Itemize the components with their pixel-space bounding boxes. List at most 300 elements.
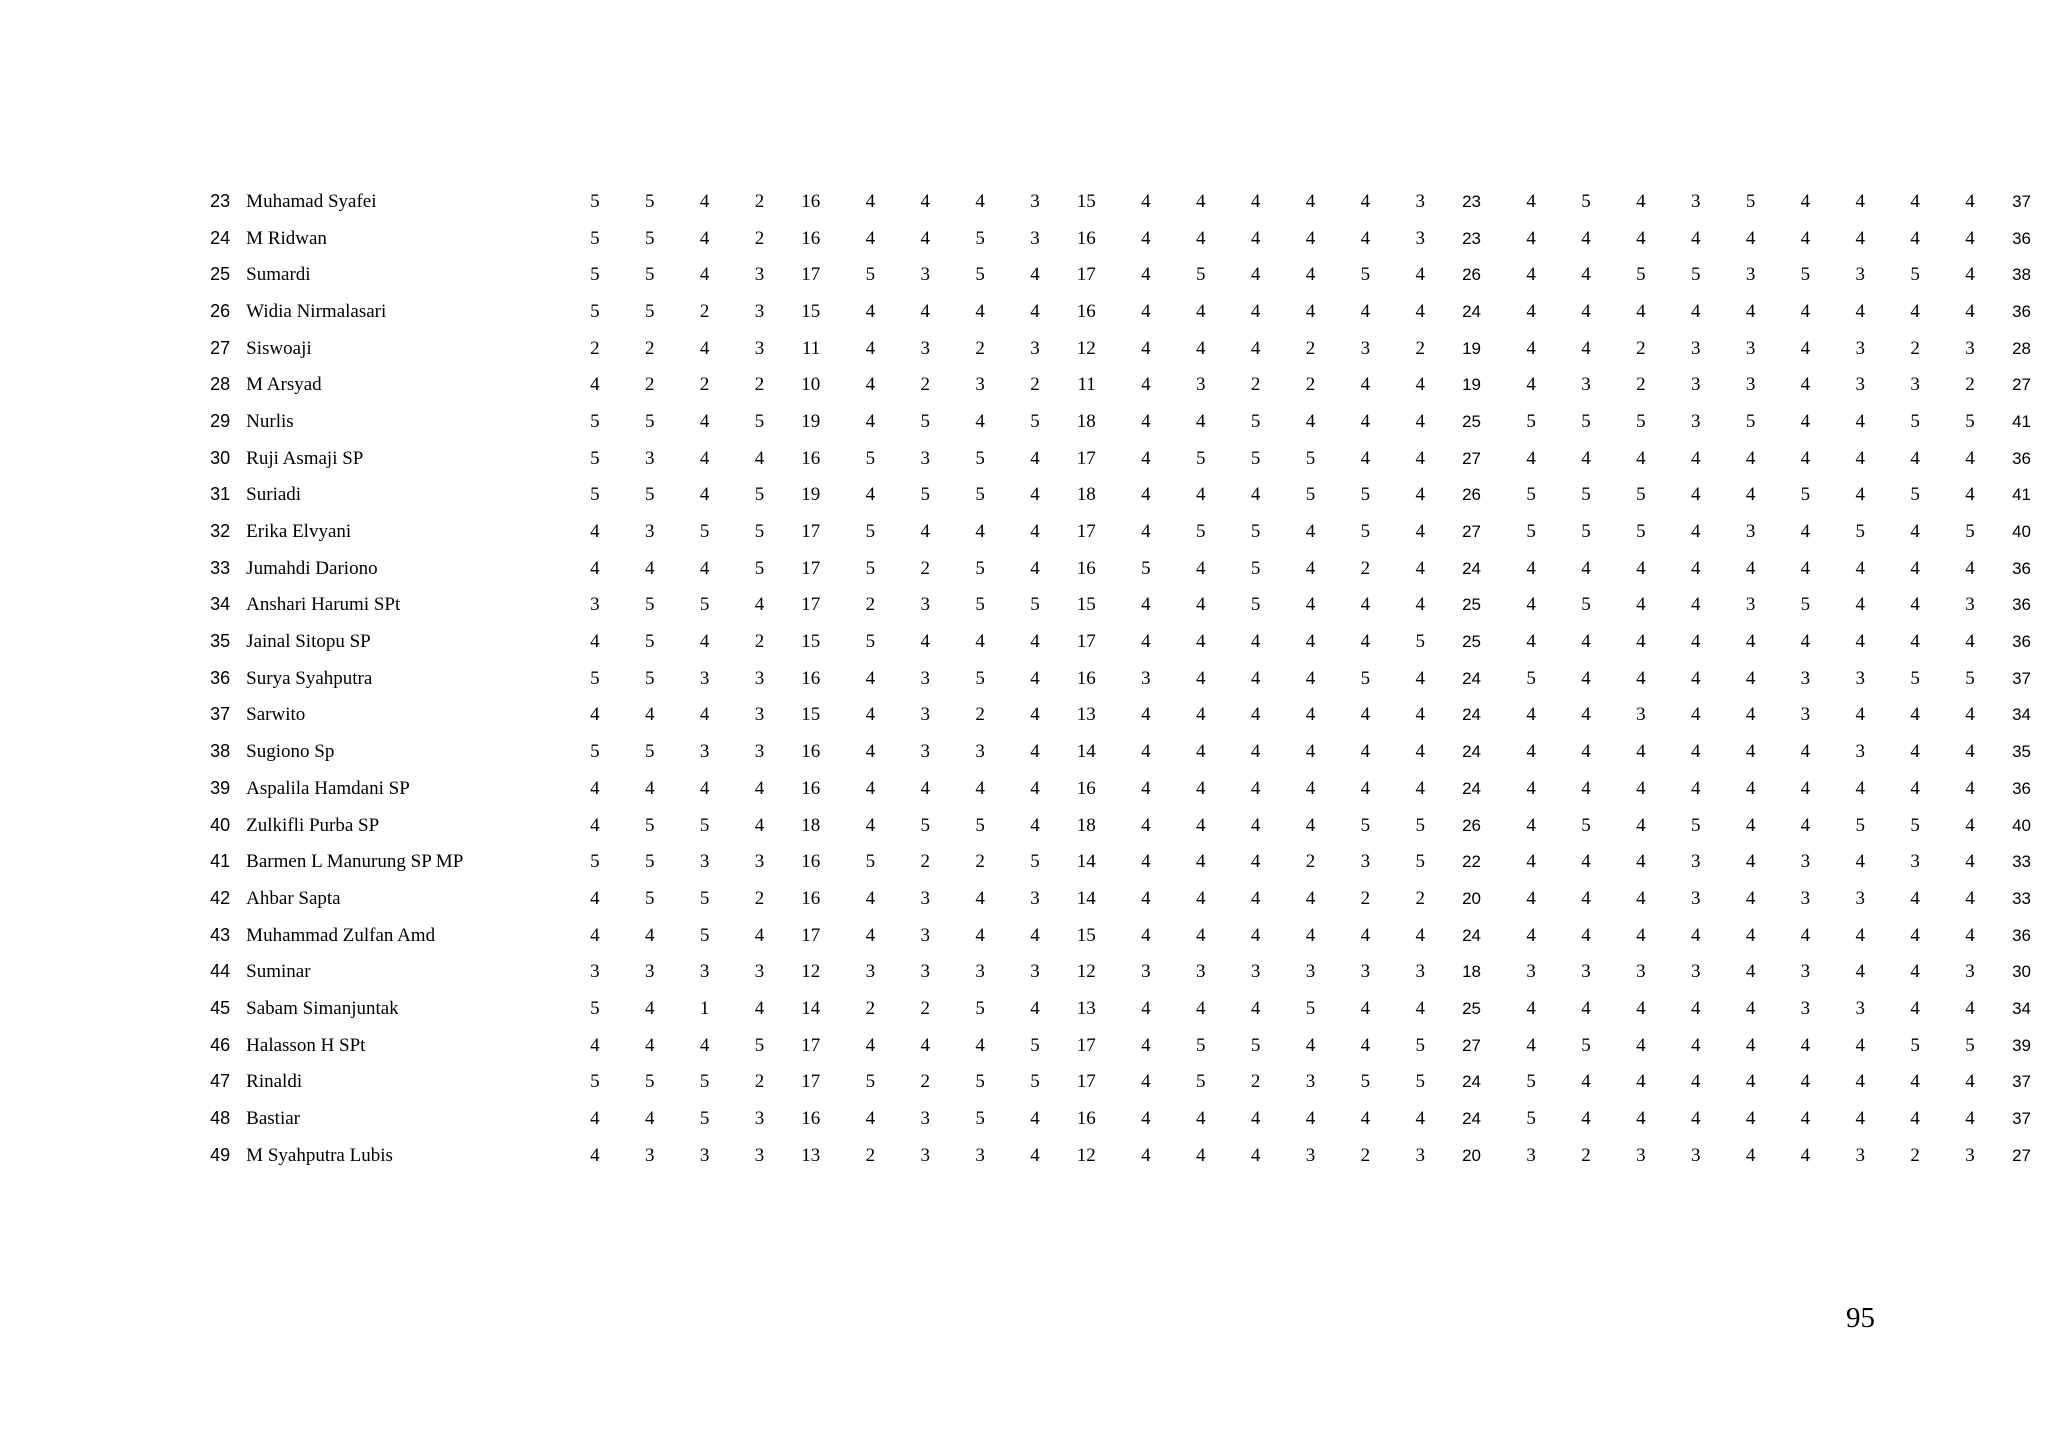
score-cell: 4 — [1745, 447, 1756, 469]
score-cell: 4 — [1636, 851, 1646, 873]
score-cell: 3 — [1965, 961, 1975, 983]
subtotal-cell: 16 — [801, 227, 821, 249]
score-cell: 3 — [754, 851, 765, 873]
subtotal-cell: 17 — [1076, 631, 1096, 653]
subtotal-cell: 26 — [1462, 815, 1482, 835]
score-cell: 4 — [920, 227, 931, 249]
score-cell: 3 — [645, 961, 655, 983]
row-number: 25 — [210, 264, 231, 285]
score-cell: 4 — [1910, 1108, 1920, 1130]
score-cell: 4 — [1250, 704, 1261, 726]
score-cell: 3 — [920, 667, 931, 689]
subtotal-cell: 18 — [1076, 484, 1096, 506]
score-cell: 4 — [1415, 997, 1425, 1019]
subtotal-cell: 25 — [1462, 998, 1482, 1018]
score-cell: 5 — [645, 264, 655, 286]
row-number: 26 — [210, 300, 231, 321]
score-cell: 2 — [754, 631, 765, 653]
score-cell: 5 — [1250, 410, 1261, 432]
score-cell: 2 — [920, 1071, 931, 1093]
score-cell: 4 — [1415, 1108, 1425, 1130]
score-cell: 4 — [1690, 521, 1701, 543]
score-cell: 3 — [590, 961, 600, 983]
score-cell: 4 — [1250, 741, 1261, 763]
subtotal-cell: 20 — [1462, 888, 1482, 908]
score-cell: 4 — [1030, 997, 1040, 1019]
score-cell: 4 — [699, 484, 710, 506]
score-cell: 4 — [1965, 484, 1975, 506]
score-cell: 4 — [699, 631, 710, 653]
score-cell: 4 — [1581, 300, 1591, 322]
score-cell: 4 — [1250, 1144, 1261, 1166]
score-cell: 4 — [1800, 521, 1811, 543]
score-cell: 4 — [1141, 521, 1151, 543]
score-cell: 5 — [865, 264, 876, 286]
score-cell: 5 — [1800, 594, 1811, 616]
score-cell: 5 — [1360, 667, 1371, 689]
score-cell: 3 — [645, 1144, 655, 1166]
score-cell: 5 — [1965, 410, 1975, 432]
subtotal-cell: 16 — [801, 777, 821, 799]
score-cell: 4 — [1965, 741, 1975, 763]
score-cell: 4 — [1910, 227, 1920, 249]
score-cell: 4 — [1965, 1108, 1975, 1130]
score-cell: 5 — [645, 851, 655, 873]
score-cell: 4 — [1526, 887, 1536, 909]
respondent-name: Muhammad Zulfan Amd — [246, 924, 436, 946]
score-cell: 4 — [1030, 557, 1040, 579]
subtotal-cell: 14 — [1076, 851, 1096, 873]
score-cell: 4 — [1360, 997, 1371, 1019]
subtotal-cell: 33 — [2012, 852, 2031, 872]
score-cell: 4 — [1526, 227, 1536, 249]
score-cell: 4 — [1250, 631, 1261, 653]
table-row — [184, 330, 2048, 367]
score-cell: 3 — [1800, 667, 1811, 689]
score-cell: 4 — [1196, 227, 1206, 249]
table-row — [184, 366, 2048, 403]
subtotal-cell: 15 — [1076, 190, 1096, 212]
score-cell: 5 — [975, 447, 985, 469]
score-cell: 3 — [1415, 1144, 1425, 1166]
score-cell: 4 — [645, 997, 655, 1019]
score-cell: 3 — [699, 961, 710, 983]
score-cell: 5 — [975, 997, 985, 1019]
score-cell: 3 — [1855, 667, 1866, 689]
score-cell: 4 — [1800, 337, 1811, 359]
row-number: 30 — [210, 447, 231, 468]
score-cell: 2 — [1636, 374, 1646, 396]
score-cell: 4 — [1141, 631, 1151, 653]
score-cell: 2 — [1910, 337, 1920, 359]
score-cell: 3 — [1745, 374, 1756, 396]
subtotal-cell: 17 — [801, 264, 821, 286]
score-cell: 2 — [865, 997, 876, 1019]
score-cell: 4 — [1196, 594, 1206, 616]
score-cell: 4 — [1196, 300, 1206, 322]
subtotal-cell: 26 — [1462, 485, 1482, 505]
score-cell: 3 — [1965, 594, 1975, 616]
score-cell: 4 — [975, 887, 985, 909]
score-cell: 3 — [1360, 851, 1371, 873]
score-cell: 5 — [590, 851, 600, 873]
score-cell: 4 — [975, 521, 985, 543]
score-cell: 4 — [1250, 227, 1261, 249]
score-cell: 4 — [1305, 190, 1316, 212]
score-cell: 4 — [1305, 667, 1316, 689]
score-cell: 4 — [1855, 447, 1866, 469]
score-cell: 5 — [1030, 851, 1040, 873]
score-cell: 4 — [1141, 594, 1151, 616]
subtotal-cell: 17 — [1076, 447, 1096, 469]
subtotal-cell: 25 — [1462, 632, 1482, 652]
score-cell: 5 — [1526, 410, 1536, 432]
score-cell: 4 — [754, 924, 765, 946]
subtotal-cell: 24 — [1462, 1109, 1482, 1129]
respondent-name: Anshari Harumi SPt — [246, 594, 401, 616]
score-cell: 4 — [1196, 557, 1206, 579]
score-cell: 4 — [699, 264, 710, 286]
score-cell: 4 — [975, 300, 985, 322]
score-cell: 5 — [590, 447, 600, 469]
score-cell: 4 — [1636, 887, 1646, 909]
score-cell: 4 — [1800, 190, 1811, 212]
score-cell: 4 — [1745, 300, 1756, 322]
respondent-name: Sarwito — [246, 704, 306, 726]
score-cell: 4 — [1636, 190, 1646, 212]
subtotal-cell: 11 — [1077, 374, 1096, 396]
score-cell: 4 — [1581, 741, 1591, 763]
table-row — [184, 697, 2048, 734]
row-number: 40 — [210, 814, 231, 835]
score-cell: 2 — [1250, 374, 1261, 396]
subtotal-cell: 37 — [2012, 1072, 2031, 1092]
score-cell: 4 — [865, 741, 876, 763]
respondent-name: Surya Syahputra — [246, 667, 373, 689]
subtotal-cell: 12 — [1076, 1144, 1096, 1166]
row-number: 38 — [210, 741, 231, 762]
score-cell: 2 — [975, 704, 985, 726]
score-cell: 4 — [1305, 704, 1316, 726]
score-cell: 4 — [1800, 1034, 1811, 1056]
score-cell: 2 — [865, 1144, 876, 1166]
respondent-name: Jainal Sitopu SP — [246, 631, 371, 653]
subtotal-cell: 34 — [2012, 998, 2031, 1018]
score-cell: 4 — [1030, 631, 1040, 653]
score-cell: 2 — [1636, 337, 1646, 359]
score-cell: 5 — [1910, 264, 1920, 286]
score-cell: 3 — [1030, 337, 1040, 359]
score-cell: 4 — [1855, 631, 1866, 653]
score-cell: 3 — [1415, 190, 1425, 212]
respondent-name: Sugiono Sp — [246, 741, 335, 763]
score-cell: 4 — [1526, 190, 1536, 212]
score-cell: 4 — [1581, 337, 1591, 359]
row-number: 49 — [210, 1144, 231, 1165]
score-cell: 4 — [1636, 997, 1646, 1019]
score-cell: 3 — [1305, 1071, 1316, 1093]
table-row — [184, 440, 2048, 477]
score-cell: 3 — [1526, 1144, 1536, 1166]
score-cell: 3 — [1581, 374, 1591, 396]
score-cell: 4 — [975, 924, 985, 946]
score-cell: 3 — [1910, 374, 1920, 396]
score-cell: 3 — [920, 447, 931, 469]
score-cell: 4 — [1690, 1108, 1701, 1130]
score-cell: 4 — [1636, 594, 1646, 616]
score-cell: 2 — [975, 851, 985, 873]
score-cell: 5 — [590, 484, 600, 506]
score-cell: 4 — [1305, 594, 1316, 616]
respondent-name: Suriadi — [246, 484, 302, 506]
score-cell: 2 — [1415, 337, 1425, 359]
subtotal-cell: 24 — [1462, 668, 1482, 688]
score-cell: 4 — [1855, 227, 1866, 249]
score-cell: 3 — [754, 961, 765, 983]
score-cell: 4 — [865, 300, 876, 322]
score-cell: 4 — [1526, 337, 1536, 359]
score-cell: 4 — [590, 521, 600, 543]
score-cell: 5 — [975, 1071, 985, 1093]
score-cell: 4 — [1305, 557, 1316, 579]
score-cell: 4 — [645, 704, 655, 726]
score-cell: 5 — [1415, 814, 1425, 836]
score-cell: 4 — [590, 374, 600, 396]
score-cell: 4 — [1910, 961, 1920, 983]
score-cell: 4 — [1965, 704, 1975, 726]
score-cell: 5 — [590, 1071, 600, 1093]
score-cell: 4 — [1415, 410, 1425, 432]
score-cell: 4 — [1415, 447, 1425, 469]
score-cell: 4 — [1636, 447, 1646, 469]
score-cell: 4 — [1581, 264, 1591, 286]
subtotal-cell: 15 — [801, 631, 821, 653]
score-cell: 4 — [1690, 484, 1701, 506]
score-cell: 4 — [1800, 1071, 1811, 1093]
score-cell: 3 — [920, 741, 931, 763]
score-cell: 4 — [699, 447, 710, 469]
score-cell: 4 — [1141, 997, 1151, 1019]
subtotal-cell: 27 — [2012, 1145, 2031, 1165]
subtotal-cell: 24 — [1462, 558, 1482, 578]
score-cell: 5 — [1800, 484, 1811, 506]
score-cell: 4 — [1745, 1108, 1756, 1130]
row-number: 27 — [210, 337, 231, 358]
score-cell: 4 — [865, 924, 876, 946]
score-cell: 4 — [645, 924, 655, 946]
score-cell: 5 — [645, 631, 655, 653]
score-cell: 4 — [1581, 1071, 1591, 1093]
respondent-name: Zulkifli Purba SP — [246, 814, 380, 836]
score-cell: 4 — [1196, 851, 1206, 873]
score-cell: 5 — [754, 410, 765, 432]
score-cell: 2 — [1910, 1144, 1920, 1166]
score-cell: 4 — [1360, 374, 1371, 396]
respondent-name: Ruji Asmaji SP — [246, 447, 364, 469]
subtotal-cell: 14 — [1076, 741, 1096, 763]
score-table-body — [184, 183, 2048, 1174]
score-cell: 4 — [1581, 851, 1591, 873]
score-cell: 5 — [1581, 521, 1591, 543]
score-cell: 5 — [1360, 814, 1371, 836]
respondent-name: Suminar — [246, 961, 311, 983]
score-cell: 5 — [645, 887, 655, 909]
respondent-name: Rinaldi — [246, 1071, 303, 1093]
score-cell: 5 — [1636, 410, 1646, 432]
score-cell: 4 — [1196, 631, 1206, 653]
score-cell: 4 — [645, 1108, 655, 1130]
score-cell: 4 — [1526, 741, 1536, 763]
score-cell: 4 — [1690, 777, 1701, 799]
score-cell: 4 — [1141, 484, 1151, 506]
score-cell: 4 — [1581, 924, 1591, 946]
score-cell: 4 — [1745, 704, 1756, 726]
score-cell: 4 — [1030, 264, 1040, 286]
score-cell: 4 — [865, 410, 876, 432]
score-cell: 4 — [1636, 741, 1646, 763]
respondent-name: Aspalila Hamdani SP — [246, 777, 410, 799]
subtotal-cell: 17 — [1076, 264, 1096, 286]
row-number: 39 — [210, 777, 231, 798]
score-cell: 4 — [1636, 777, 1646, 799]
score-cell: 3 — [1636, 704, 1646, 726]
table-row — [184, 880, 2048, 917]
score-cell: 2 — [975, 337, 985, 359]
score-cell: 4 — [1141, 851, 1151, 873]
score-cell: 4 — [754, 447, 765, 469]
score-cell: 3 — [1745, 264, 1756, 286]
score-cell: 4 — [1745, 924, 1756, 946]
subtotal-cell: 14 — [1076, 887, 1096, 909]
score-cell: 3 — [1690, 410, 1701, 432]
score-cell: 5 — [1910, 667, 1920, 689]
subtotal-cell: 14 — [801, 997, 821, 1019]
score-cell: 4 — [1745, 741, 1756, 763]
score-cell: 3 — [1800, 961, 1811, 983]
subtotal-cell: 10 — [801, 374, 821, 396]
score-cell: 4 — [1415, 741, 1425, 763]
score-cell: 3 — [1855, 997, 1866, 1019]
score-cell: 3 — [1855, 887, 1866, 909]
score-cell: 3 — [1965, 1144, 1975, 1166]
score-cell: 4 — [1360, 741, 1371, 763]
subtotal-cell: 16 — [1076, 777, 1096, 799]
score-cell: 4 — [1800, 557, 1811, 579]
score-cell: 5 — [1250, 1034, 1261, 1056]
score-cell: 4 — [1526, 924, 1536, 946]
score-cell: 4 — [865, 337, 876, 359]
score-cell: 5 — [590, 997, 600, 1019]
score-cell: 4 — [1030, 1144, 1040, 1166]
score-cell: 5 — [699, 924, 710, 946]
score-cell: 4 — [1196, 777, 1206, 799]
score-cell: 4 — [1636, 814, 1646, 836]
score-cell: 3 — [1965, 337, 1975, 359]
score-cell: 5 — [1581, 410, 1591, 432]
score-cell: 4 — [1250, 924, 1261, 946]
score-cell: 5 — [1910, 1034, 1920, 1056]
subtotal-cell: 12 — [1076, 337, 1096, 359]
score-cell: 4 — [865, 374, 876, 396]
score-cell: 4 — [1636, 924, 1646, 946]
score-cell: 4 — [1910, 631, 1920, 653]
score-cell: 4 — [1526, 704, 1536, 726]
score-cell: 4 — [1030, 300, 1040, 322]
score-cell: 5 — [920, 410, 931, 432]
subtotal-cell: 16 — [1076, 667, 1096, 689]
score-cell: 4 — [1030, 777, 1040, 799]
score-cell: 4 — [1360, 300, 1371, 322]
score-cell: 3 — [920, 337, 931, 359]
score-cell: 3 — [1910, 851, 1920, 873]
score-cell: 4 — [920, 521, 931, 543]
score-cell: 2 — [1250, 1071, 1261, 1093]
score-cell: 4 — [1360, 631, 1371, 653]
respondent-name: Bastiar — [246, 1108, 300, 1130]
subtotal-cell: 18 — [1076, 814, 1096, 836]
subtotal-cell: 17 — [801, 521, 821, 543]
score-cell: 3 — [1855, 337, 1866, 359]
score-cell: 4 — [1360, 190, 1371, 212]
score-cell: 4 — [1690, 227, 1701, 249]
respondent-name: Sabam Simanjuntak — [246, 997, 399, 1019]
score-cell: 5 — [1910, 410, 1920, 432]
score-cell: 2 — [1360, 1144, 1371, 1166]
subtotal-cell: 17 — [801, 1034, 821, 1056]
score-cell: 4 — [920, 777, 931, 799]
subtotal-cell: 24 — [1462, 705, 1482, 725]
score-cell: 4 — [1250, 667, 1261, 689]
subtotal-cell: 33 — [2012, 888, 2031, 908]
score-cell: 4 — [865, 667, 876, 689]
subtotal-cell: 18 — [801, 814, 821, 836]
score-cell: 4 — [1305, 521, 1316, 543]
score-cell: 4 — [1415, 264, 1425, 286]
score-cell: 3 — [1855, 1144, 1866, 1166]
subtotal-cell: 15 — [801, 300, 821, 322]
subtotal-cell: 19 — [801, 410, 821, 432]
score-cell: 4 — [865, 704, 876, 726]
subtotal-cell: 17 — [801, 594, 821, 616]
score-cell: 5 — [1360, 1071, 1371, 1093]
table-row — [184, 807, 2048, 844]
score-cell: 4 — [1745, 1071, 1756, 1093]
score-cell: 3 — [920, 961, 931, 983]
score-table — [184, 183, 2048, 1174]
table-row — [184, 917, 2048, 954]
score-cell: 4 — [1415, 300, 1425, 322]
score-cell: 5 — [975, 227, 985, 249]
score-cell: 3 — [1030, 887, 1040, 909]
subtotal-cell: 13 — [801, 1144, 821, 1166]
subtotal-cell: 23 — [1462, 191, 1482, 211]
row-number: 32 — [210, 521, 231, 542]
score-cell: 4 — [1855, 924, 1866, 946]
score-cell: 2 — [754, 374, 765, 396]
score-cell: 4 — [1415, 374, 1425, 396]
subtotal-cell: 37 — [2012, 1109, 2031, 1129]
score-cell: 4 — [645, 557, 655, 579]
score-cell: 3 — [975, 1144, 985, 1166]
score-cell: 4 — [1415, 777, 1425, 799]
score-cell: 5 — [1250, 447, 1261, 469]
score-cell: 2 — [699, 374, 710, 396]
score-cell: 4 — [1250, 851, 1261, 873]
score-cell: 4 — [1141, 704, 1151, 726]
score-cell: 5 — [645, 667, 655, 689]
score-cell: 3 — [754, 1108, 765, 1130]
score-cell: 4 — [1965, 557, 1975, 579]
